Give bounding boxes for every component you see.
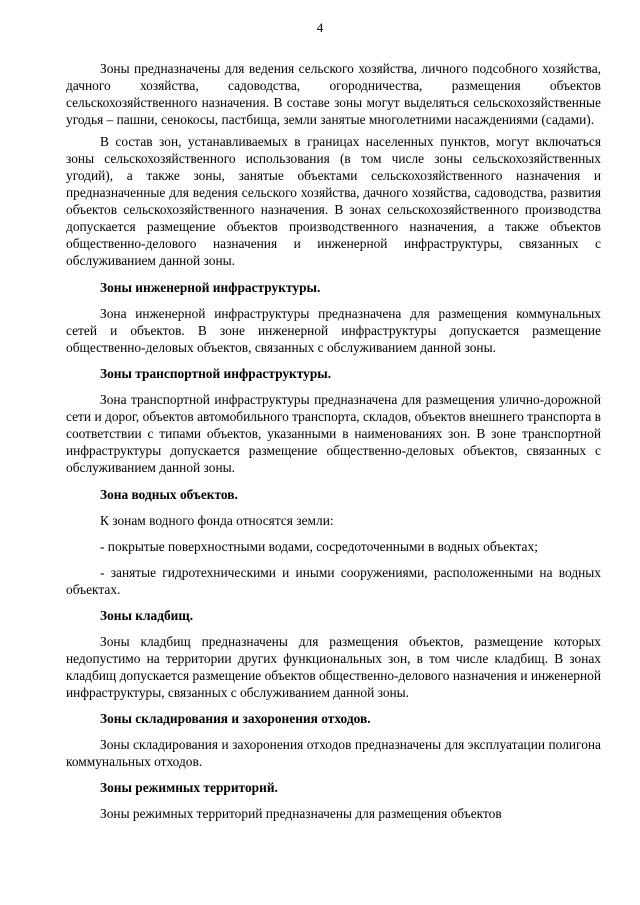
paragraph-cemeteries: Зоны кладбищ предназначены для размещения объектов, размещение которых недопустимо на территории других функциональных зон, в том числе кладбищ. В зонах кладбищ допускается размещение объектов общественно-делового назначения и инженерной инфраструктуры, связанных с обслуживанием данной зоны. [66,634,602,700]
heading-engineering-infrastructure: Зоны инженерной инфраструктуры. [100,280,321,295]
paragraph-agricultural-purpose: Зоны предназначены для ведения сельского хозяйства, личного подсобного хозяйства, дачного хозяйства, садоводства, огородничества, размещения объектов сельскохозяйственного назначения. В составе зоны могут выделяться сельскохозяйственные угодья – пашни, сенокосы, пастбища, земли занятые многолетними насаждениями (садами). [66,61,601,127]
paragraph-transport-infrastructure: Зона транспортной инфраструктуры предназначена для размещения улично-дорожной сети и дорог, объектов автомобильного транспорта, складов, объектов внешнего транспорта в соответствии с типами объектов, указанными в наименованиях зон. В зоне транспортной инфраструктуры допускается размещение общественно-деловых объектов, связанных с обслуживанием данной зоны. [66,392,601,475]
paragraph-waste-storage: Зоны складирования и захоронения отходов предназначены для эксплуатации полигона коммунальных отходов. [66,737,601,769]
list-item-hydraulic-structures: - занятые гидротехническими и иными сооружениями, расположенными на водных объектах. [66,565,601,597]
heading-waste-storage: Зоны складирования и захоронения отходов. [100,711,371,726]
heading-transport-infrastructure: Зоны транспортной инфраструктуры. [100,366,332,381]
heading-water-objects: Зона водных объектов. [100,487,238,502]
heading-cemeteries: Зоны кладбищ. [100,608,194,623]
paragraph-agricultural-settlements: В состав зон, устанавливаемых в границах населенных пунктов, могут включаться зоны сельскохозяйственного использования (в том числе зоны сельскохозяйственных угодий), а также зоны, занятые объектами сельскохозяйственного назначения и предназначенные для ведения сельского хозяйства, дачного хозяйства, садоводства, развития объектов сельскохозяйственного назначения. В зонах сельскохозяйственного производства допускается размещение объектов производственного назначения, а также объектов общественно-делового назначения и инженерной инфраструктуры, связанных с обслуживанием данной зоны. [66,134,601,268]
paragraph-engineering-infrastructure: Зона инженерной инфраструктуры предназначена для размещения коммунальных сетей и объектов. В зоне инженерной инфраструктуры допускается размещение общественно-деловых объектов, связанных с обслуживанием данной зоны. [66,306,601,355]
document-body [66,60,601,822]
list-item-surface-waters: - покрытые поверхностными водами, сосредоточенными в водных объектах; [100,539,538,554]
paragraph-restricted-territories: Зоны режимных территорий предназначены для размещения объектов [100,806,502,821]
page-number: 4 [316,20,324,35]
heading-restricted-territories: Зоны режимных территорий. [100,780,278,795]
paragraph-water-fund-intro: К зонам водного фонда относятся земли: [100,513,334,528]
